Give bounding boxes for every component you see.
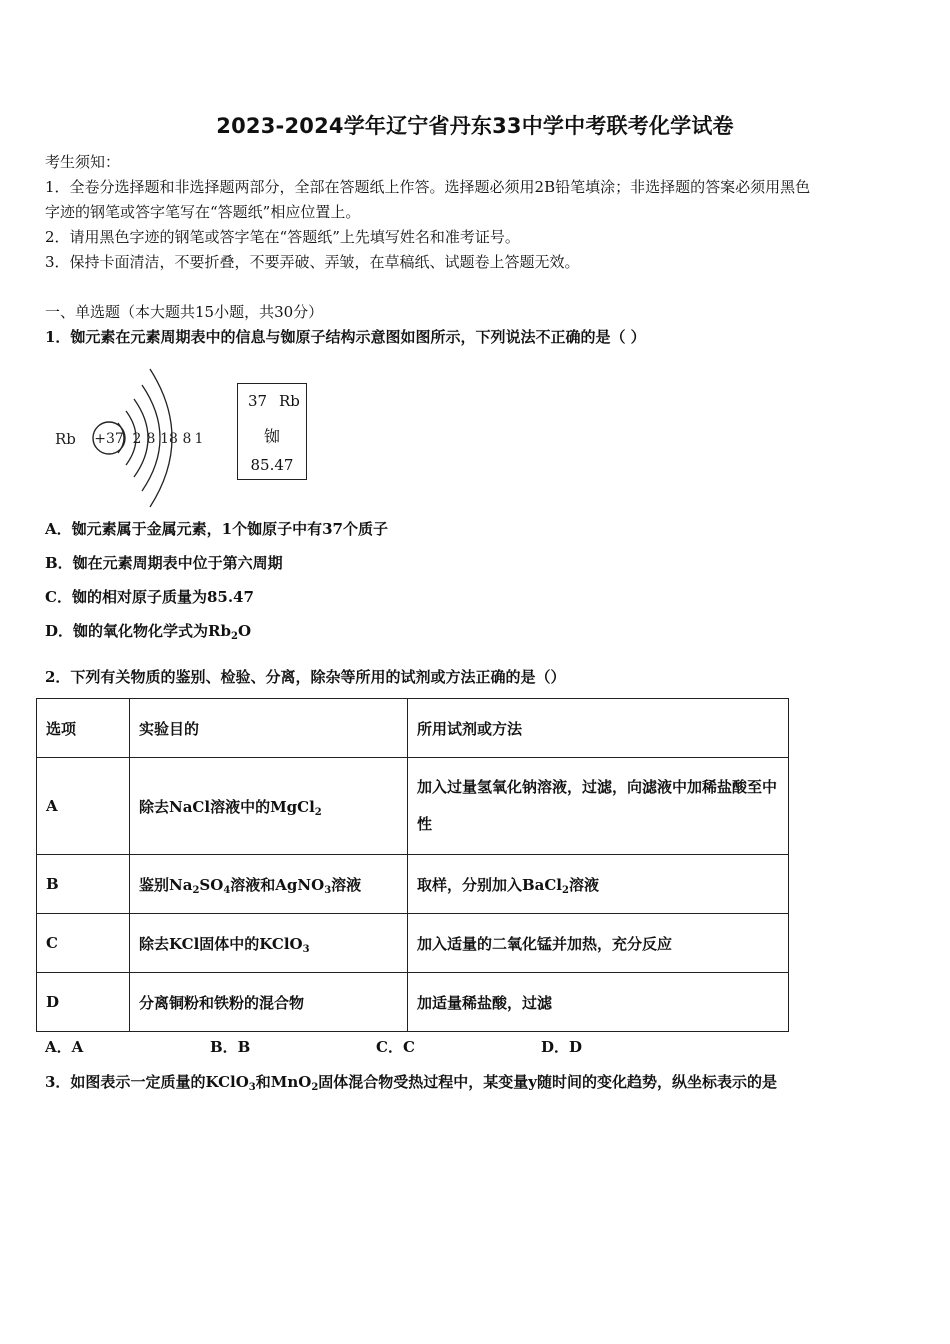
rubidium-atom-structure-diagram [50,355,220,510]
element-name: 铷 [263,427,280,446]
shell-electrons-5: 1 [194,431,204,447]
row-a-option: A [37,758,130,855]
row-d-option: D [37,973,130,1032]
row-c-purpose: 除去KCl固体中的KClO$_3$ [130,914,408,973]
row-c-option: C [37,914,130,973]
q1-option-b: B．铷在元素周期表中位于第六周期 [45,554,283,572]
q2-answer-c: C．C [376,1038,415,1056]
shell-electrons-3: 18 [160,431,178,447]
table-row [37,973,789,1032]
row-a-method: 加入过量氢氧化钠溶液，过滤，向滤液中加稀盐酸至中性 [407,758,788,855]
q2-stem: 2．下列有关物质的鉴别、检验、分离，除杂等所用的试剂或方法正确的是（） [45,668,566,686]
table-row [37,855,789,914]
table-row [37,914,789,973]
row-b-purpose: 鉴别$Na_2SO_4$溶液和AgNO$_3$溶液 [130,855,408,914]
notice-heading: 考生须知： [45,153,121,171]
q1-stem: 1．铷元素在元素周期表中的信息与铷原子结构示意图如图所示，下列说法不正确的是（ ） [45,328,646,346]
q3-stem: 3．如图表示一定质量的KClO$_3$和MnO$_2$固体混合物受热过程中，某变量y随时间的变化趋势，纵坐标表示的是 [45,1073,778,1093]
shell-electrons-2: 8 [146,431,156,447]
header-option: 选项 [37,699,130,758]
q1-option-a: A．铷元素属于金属元素，1个铷原子中有37个质子 [45,520,388,538]
table-header-row [37,699,789,758]
element-symbol: Rb [279,392,300,410]
notice-line-3: 3．保持卡面清洁，不要折叠，不要弄破、弄皱，在草稿纸、试题卷上答题无效。 [45,253,580,271]
header-method: 所用试剂或方法 [407,699,788,758]
row-b-method: 取样，分别加入BaCl$_2$溶液 [407,855,788,914]
notice-line-1a: 1．全卷分选择题和非选择题两部分，全部在答题纸上作答。选择题必须用2B铅笔填涂；非选择题的答案必须用黑色 [45,178,811,196]
row-d-purpose: 分离铜粉和铁粉的混合物 [130,973,408,1032]
nucleus-charge: +37 [94,431,124,447]
row-b-option: B [37,855,130,914]
periodic-table-cell [237,383,307,480]
header-purpose: 实验目的 [130,699,408,758]
q2-answer-a: A．A [45,1038,84,1056]
atomic-mass: 85.47 [250,456,294,474]
atom-symbol: Rb [55,430,76,448]
page-title: 2023-2024学年辽宁省丹东33中学中考联考化学试卷 [216,114,734,138]
q2-answer-d: D．D [541,1038,583,1056]
q1-option-d: D．铷的氧化物化学式为$Rb_2O$ [45,622,252,642]
q2-answer-b: B．B [210,1038,251,1056]
row-c-method: 加入适量的二氧化锰并加热，充分反应 [407,914,788,973]
row-d-method: 加适量稀盐酸，过滤 [407,973,788,1032]
q2-table [36,698,789,1032]
q1-option-c: C．铷的相对原子质量为85.47 [45,588,254,606]
row-a-purpose: 除去NaCl溶液中的MgCl$_2$ [130,758,408,855]
atomic-number: 37 [248,392,268,410]
shell-electrons-1: 2 [132,431,142,447]
shell-electrons-4: 8 [182,431,192,447]
notice-line-2: 2．请用黑色字迹的钢笔或答字笔在“答题纸”上先填写姓名和准考证号。 [45,228,520,246]
table-row [37,758,789,855]
notice-line-1b: 字迹的钢笔或答字笔写在“答题纸”相应位置上。 [45,203,361,221]
section-heading: 一、单选题（本大题共15小题，共30分） [45,303,324,321]
